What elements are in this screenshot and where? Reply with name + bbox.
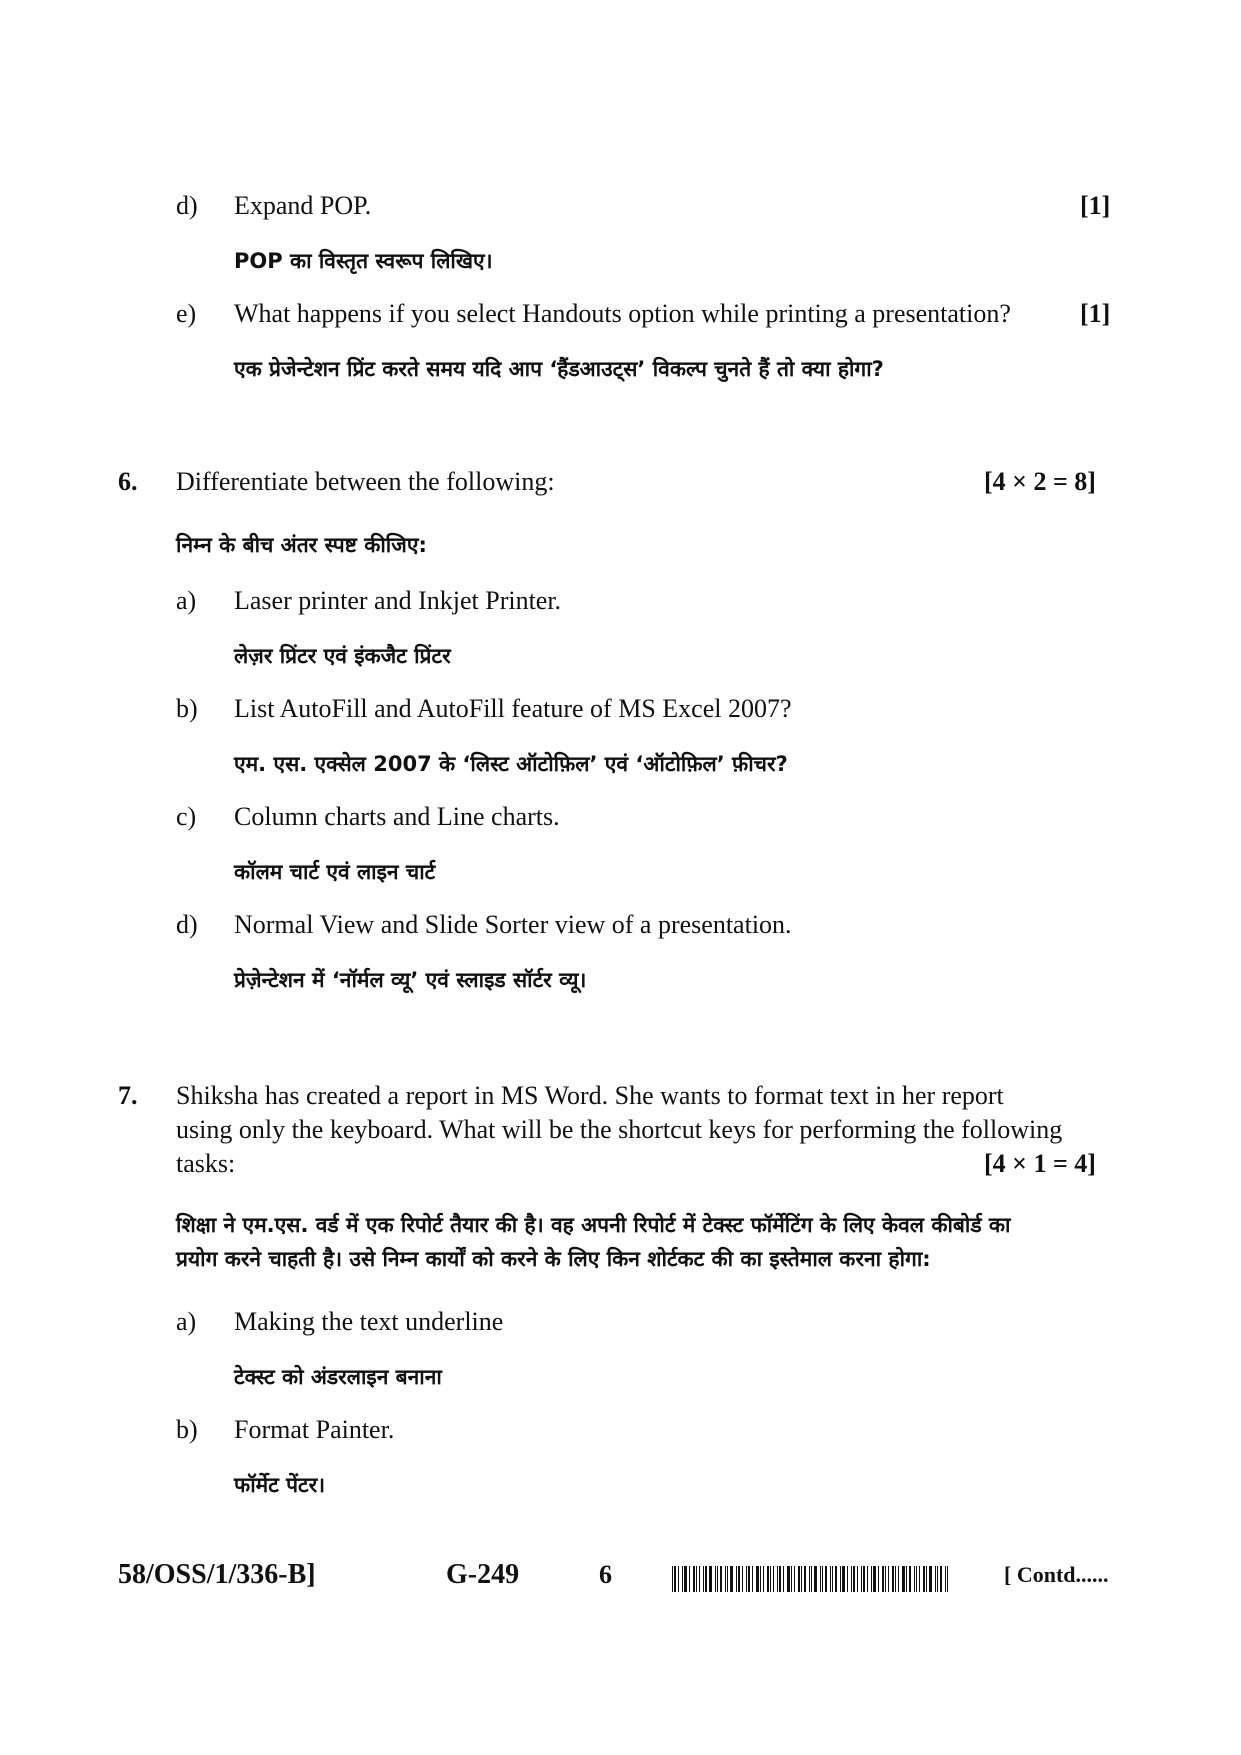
- q6-d-text-en: Normal View and Slide Sorter view of a presentation.: [234, 910, 792, 939]
- q6-a-text-en: Laser printer and Inkjet Printer.: [234, 586, 562, 615]
- q6-a-text-hi: लेज़र प्रिंटर एवं इंकजैट प्रिंटर: [234, 644, 451, 668]
- q6-c-text-en: Column charts and Line charts.: [234, 802, 560, 831]
- q7-number: 7.: [118, 1081, 138, 1110]
- q6-number: 6.: [118, 467, 138, 496]
- q6-c-label: c): [176, 802, 197, 831]
- q6-text-hi: निम्न के बीच अंतर स्पष्ट कीजिए:: [176, 533, 427, 557]
- q6-b-text-hi: एम. एस. एक्सेल 2007 के ‘लिस्ट ऑटोफ़िल’ एवं ‘ऑटोफ़िल’ फ़ीचर?: [234, 752, 788, 776]
- q6-a-label: a): [176, 586, 197, 615]
- q7-a-text-en: Making the text underline: [234, 1307, 504, 1336]
- footer-page-number: 6: [599, 1560, 612, 1589]
- q7-a-text-hi: टेक्स्ट को अंडरलाइन बनाना: [234, 1365, 442, 1389]
- q5-d-text-en: Expand POP.: [234, 191, 372, 220]
- q7-marks: [4 × 1 = 4]: [984, 1149, 1096, 1178]
- q7-text-en-line1: Shiksha has created a report in MS Word. She wants to format text in her report: [176, 1081, 1004, 1110]
- q6-text-en: Differentiate between the following:: [176, 467, 555, 496]
- q6-b-text-en: List AutoFill and AutoFill feature of MS Excel 2007?: [234, 694, 792, 723]
- q6-c-text-hi: कॉलम चार्ट एवं लाइन चार्ट: [234, 860, 436, 884]
- footer-paper-code: 58/OSS/1/336-B]: [118, 1559, 316, 1590]
- barcode-icon: [672, 1566, 990, 1592]
- q5-d-text-hi: POP का विस्तृत स्वरूप लिखिए।: [234, 249, 493, 273]
- footer-contd: [ Contd......: [1004, 1562, 1109, 1587]
- q7-b-label: b): [176, 1415, 198, 1444]
- q7-b-text-hi: फॉर्मेट पेंटर।: [234, 1473, 326, 1497]
- q5-e-text-en: What happens if you select Handouts option while printing a presentation?: [234, 299, 1011, 328]
- q5-e-text-hi: एक प्रेजेन्टेशन प्रिंट करते समय यदि आप ‘हैंडआउट्स’ विकल्प चुनते हैं तो क्या होगा?: [234, 357, 884, 381]
- q7-text-hi-line1: शिक्षा ने एम.एस. वर्ड में एक रिपोर्ट तैयार की है। वह अपनी रिपोर्ट में टेक्स्ट फॉर्मेटिंग के लिए केवल कीबोर्ड का: [176, 1213, 1011, 1237]
- q7-a-label: a): [176, 1307, 197, 1336]
- q6-d-label: d): [176, 910, 198, 939]
- footer-series: G-249: [446, 1559, 520, 1590]
- q6-d-text-hi: प्रेज़ेन्टेशन में ‘नॉर्मल व्यू’ एवं स्लाइड सॉर्टर व्यू।: [234, 968, 587, 992]
- q5-e-label: e): [176, 299, 197, 328]
- q5-d-label: d): [176, 191, 198, 220]
- q7-text-en-line3: tasks:: [176, 1149, 236, 1178]
- q7-b-text-en: Format Painter.: [234, 1415, 395, 1444]
- q5-d-marks: [1]: [1080, 191, 1111, 220]
- q6-b-label: b): [176, 694, 198, 723]
- q7-text-en-line2: using only the keyboard. What will be the shortcut keys for performing the following: [176, 1115, 1063, 1144]
- q7-text-hi-line2: प्रयोग करने चाहती है। उसे निम्न कार्यों को करने के लिए किन शोर्टकट की का इस्तेमाल करना होगा:: [176, 1247, 931, 1271]
- q6-marks: [4 × 2 = 8]: [984, 467, 1096, 496]
- q5-e-marks: [1]: [1080, 299, 1111, 328]
